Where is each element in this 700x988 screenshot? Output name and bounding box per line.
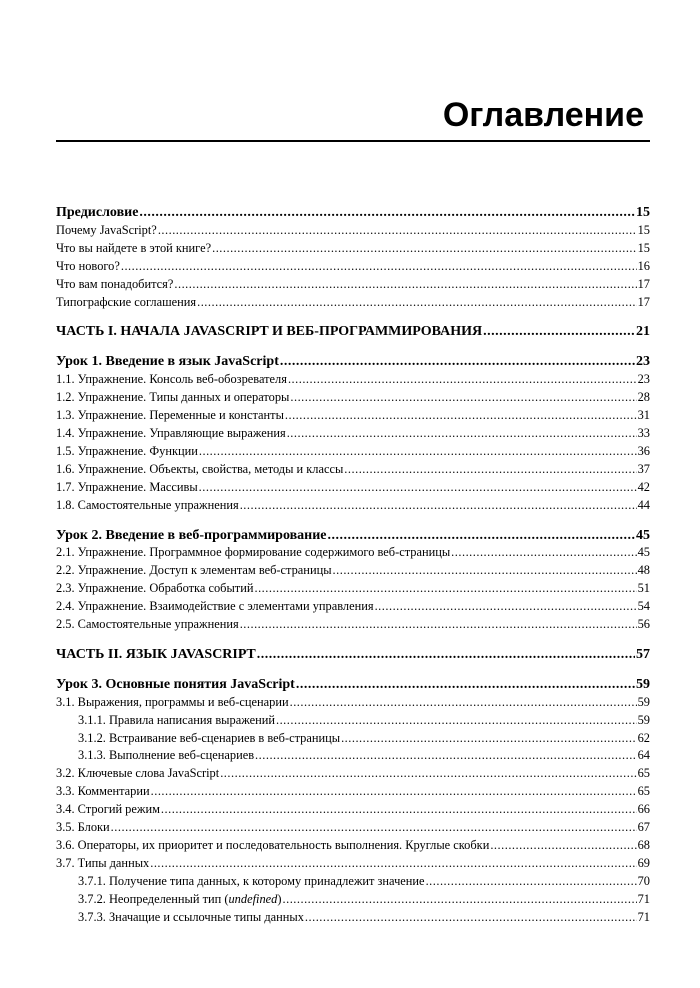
- toc-entry: [56, 819, 650, 837]
- toc-entry: [56, 730, 650, 748]
- toc-entry-title: 2.5. Самостоятельные упражнения: [56, 617, 239, 632]
- page-title: Оглавление: [442, 96, 644, 134]
- toc-entry-title: 3.7.3. Значащие и ссылочные типы данных: [78, 909, 304, 924]
- toc-entry: [56, 240, 650, 258]
- toc-entry-title: 1.6. Упражнение. Объекты, свойства, методы и классы: [56, 461, 344, 476]
- dot-leader: [287, 425, 637, 443]
- toc-entry: [56, 258, 650, 276]
- toc-page-number: 36: [637, 443, 650, 458]
- toc-page-number: 23: [636, 354, 650, 370]
- dot-leader: [199, 443, 637, 461]
- dot-leader: [328, 527, 635, 545]
- toc-part: [56, 323, 650, 341]
- toc-entry-title: 2.1. Упражнение. Программное формирование содержимого веб-страницы: [56, 545, 451, 560]
- toc-page-number: 45: [637, 545, 650, 560]
- toc-entry-title: 2.4. Упражнение. Взаимодействие с элементами управления: [56, 599, 374, 614]
- toc-page-number: 69: [637, 855, 650, 870]
- toc-entry-title: Что нового?: [56, 258, 120, 273]
- toc-lesson: [56, 353, 650, 371]
- toc-page-number: 59: [637, 694, 650, 709]
- toc-entry-title: 1.3. Упражнение. Переменные и константы: [56, 408, 284, 423]
- toc-entry-title: 1.2. Упражнение. Типы данных и операторы: [56, 390, 290, 405]
- toc-entry-title: 1.8. Самостоятельные упражнения: [56, 497, 239, 512]
- dot-leader: [174, 276, 636, 294]
- toc-entry-title: 1.4. Упражнение. Управляющие выражения: [56, 425, 286, 440]
- toc-entry-title: 3.2. Ключевые слова JavaScript: [56, 766, 220, 781]
- dot-leader: [426, 873, 637, 891]
- toc-entry-title: 3.7.1. Получение типа данных, к которому принадлежит значение: [78, 873, 425, 888]
- toc-page-number: 37: [637, 461, 650, 476]
- toc-entry: [56, 425, 650, 443]
- dot-leader: [285, 407, 637, 425]
- toc-entry: [56, 855, 650, 873]
- toc-page-number: 65: [637, 784, 650, 799]
- toc-entry: [56, 389, 650, 407]
- toc-entry-title: 2.2. Упражнение. Доступ к элементам веб-страницы: [56, 563, 332, 578]
- dot-leader: [257, 646, 635, 664]
- toc-entry-title: 1.7. Упражнение. Массивы: [56, 479, 198, 494]
- toc-entry: [56, 616, 650, 634]
- toc-entry-title: 3.6. Операторы, их приоритет и последовательность выполнения. Круглые скобки: [56, 838, 490, 852]
- dot-leader: [333, 562, 637, 580]
- dot-leader: [255, 747, 637, 765]
- dot-leader: [280, 353, 635, 371]
- toc-entry: [56, 873, 650, 891]
- dot-leader: [290, 694, 637, 712]
- toc-entry: [56, 371, 650, 389]
- toc-lesson: [56, 676, 650, 694]
- toc-page-number: 23: [637, 372, 650, 387]
- toc-page-number: 56: [637, 617, 650, 632]
- dot-leader: [344, 461, 636, 479]
- dot-leader: [240, 497, 637, 515]
- dot-leader: [305, 909, 637, 927]
- toc-page-number: 71: [637, 891, 650, 906]
- dot-leader: [483, 323, 635, 341]
- toc-entry: [56, 580, 650, 598]
- toc-entry: [56, 765, 650, 783]
- toc-entry: [56, 801, 650, 819]
- dot-leader: [283, 891, 637, 909]
- toc-entry-title: Типографские соглашения: [56, 294, 197, 309]
- dot-leader: [121, 258, 637, 276]
- toc-entry-title: 3.7. Типы данных: [56, 855, 150, 870]
- toc-page-number: 65: [637, 766, 650, 781]
- toc-entry: [56, 891, 650, 909]
- toc-page-number: 42: [637, 479, 650, 494]
- toc-entry: [56, 837, 650, 855]
- toc-page-number: 45: [636, 527, 650, 543]
- toc-entry-title: 3.7.2. Неопределенный тип (undefined): [78, 891, 282, 906]
- toc-page-number: 59: [636, 676, 650, 692]
- dot-leader: [139, 204, 635, 222]
- dot-leader: [288, 371, 637, 389]
- toc-entry-title: 3.4. Строгий режим: [56, 802, 160, 817]
- dot-leader: [490, 837, 636, 855]
- dot-leader: [151, 783, 637, 801]
- toc-page-number: 68: [637, 838, 650, 852]
- toc-entry-title: ЧАСТЬ I. НАЧАЛА JAVASCRIPT И ВЕБ-ПРОГРАММИРОВАНИЯ: [56, 324, 483, 340]
- toc-entry: [56, 407, 650, 425]
- toc-lesson: [56, 527, 650, 545]
- toc-page-number: 71: [637, 909, 650, 924]
- dot-leader: [375, 598, 637, 616]
- dot-leader: [220, 765, 636, 783]
- dot-leader: [158, 222, 637, 240]
- toc-entry-title: 1.5. Упражнение. Функции: [56, 443, 198, 458]
- toc-page-number: 17: [637, 294, 650, 309]
- toc-entry: [56, 294, 650, 312]
- toc-entry-title: 3.1.3. Выполнение веб-сценариев: [78, 748, 255, 763]
- dot-leader: [212, 240, 637, 258]
- toc-page-number: 48: [637, 563, 650, 578]
- toc-entry-title: 1.1. Упражнение. Консоль веб-обозревателя: [56, 372, 287, 387]
- toc-page-number: 15: [637, 240, 650, 255]
- toc-entry: [56, 204, 650, 222]
- dot-leader: [254, 580, 636, 598]
- table-of-contents: [56, 204, 650, 927]
- toc-entry-title: Что вы найдете в этой книге?: [56, 240, 212, 255]
- dot-leader: [197, 294, 637, 312]
- toc-entry: [56, 276, 650, 294]
- dot-leader: [451, 544, 636, 562]
- toc-entry-title: Что вам понадобится?: [56, 276, 174, 291]
- toc-entry: [56, 598, 650, 616]
- toc-page-number: 17: [637, 276, 650, 291]
- toc-page-number: 16: [637, 258, 650, 273]
- toc-page-number: 21: [636, 324, 650, 340]
- toc-entry-title: Предисловие: [56, 205, 139, 220]
- toc-entry-title: Урок 3. Основные понятия JavaScript: [56, 676, 295, 692]
- toc-page-number: 51: [637, 581, 650, 596]
- toc-entry-title: 3.1.1. Правила написания выражений: [78, 712, 275, 727]
- toc-entry: [56, 461, 650, 479]
- dot-leader: [150, 855, 636, 873]
- toc-entry-title: 3.1.2. Встраивание веб-сценариев в веб-страницы: [78, 730, 341, 745]
- toc-entry-title: 3.3. Комментарии: [56, 784, 150, 799]
- toc-page-number: 15: [637, 222, 650, 237]
- toc-entry: [56, 479, 650, 497]
- dot-leader: [290, 389, 636, 407]
- toc-page-number: 15: [636, 205, 650, 220]
- toc-page-number: 44: [637, 497, 650, 512]
- toc-entry: [56, 783, 650, 801]
- toc-entry: [56, 222, 650, 240]
- dot-leader: [296, 676, 635, 694]
- dot-leader: [240, 616, 637, 634]
- toc-entry-title: 3.5. Блоки: [56, 820, 110, 835]
- dot-leader: [276, 712, 637, 730]
- toc-page-number: 62: [637, 730, 650, 745]
- toc-page-number: 59: [637, 712, 650, 727]
- toc-entry: [56, 562, 650, 580]
- toc-page-number: 28: [637, 390, 650, 405]
- toc-entry-title: Почему JavaScript?: [56, 222, 157, 237]
- toc-page-number: 67: [637, 820, 650, 835]
- toc-entry-title: Урок 2. Введение в веб-программирование: [56, 527, 327, 543]
- toc-entry-title: 2.3. Упражнение. Обработка событий: [56, 581, 254, 596]
- toc-page-number: 31: [637, 408, 650, 423]
- toc-entry: [56, 747, 650, 765]
- toc-entry: [56, 694, 650, 712]
- toc-entry: [56, 712, 650, 730]
- toc-entry: [56, 909, 650, 927]
- toc-entry: [56, 544, 650, 562]
- toc-entry-title: 3.1. Выражения, программы и веб-сценарии: [56, 694, 289, 709]
- toc-entry-title: Урок 1. Введение в язык JavaScript: [56, 354, 279, 370]
- toc-part: [56, 646, 650, 664]
- toc-page-number: 70: [637, 873, 650, 888]
- title-rule: [56, 140, 650, 142]
- toc-page-number: 64: [637, 748, 650, 763]
- toc-page-number: 66: [637, 802, 650, 817]
- dot-leader: [341, 730, 637, 748]
- toc-entry-title: ЧАСТЬ II. ЯЗЫК JAVASCRIPT: [56, 646, 256, 662]
- toc-page-number: 57: [636, 646, 650, 662]
- toc-entry: [56, 443, 650, 461]
- toc-page-number: 33: [637, 425, 650, 440]
- dot-leader: [161, 801, 637, 819]
- dot-leader: [199, 479, 637, 497]
- toc-entry: [56, 497, 650, 515]
- toc-page-number: 54: [637, 599, 650, 614]
- dot-leader: [111, 819, 637, 837]
